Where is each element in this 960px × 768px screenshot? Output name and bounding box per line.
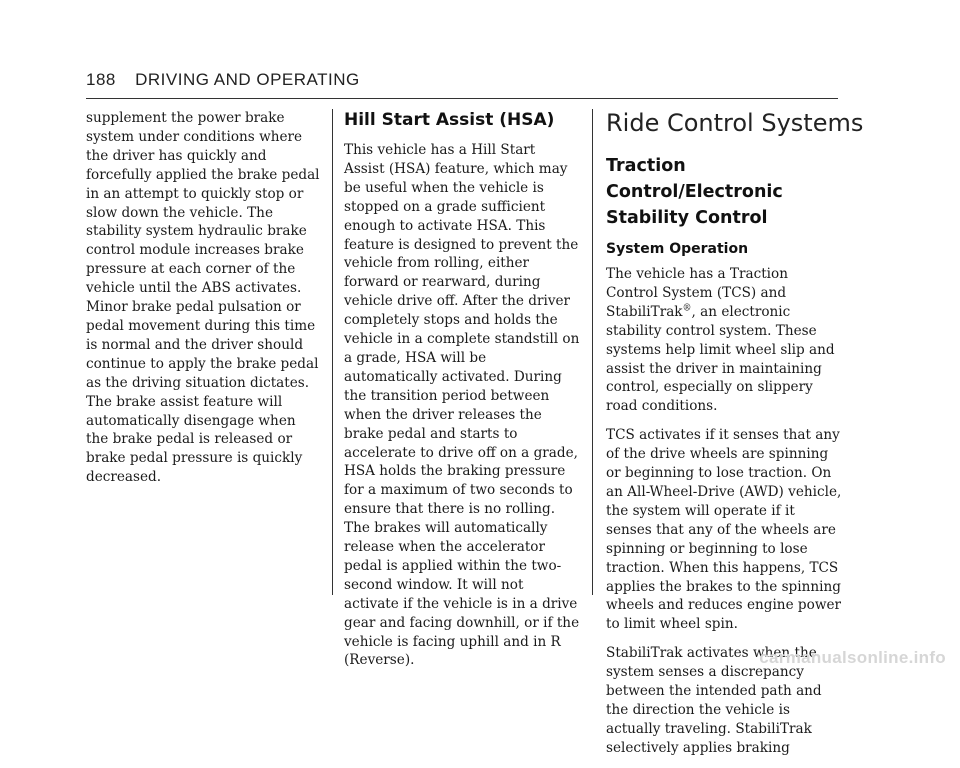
- tcs-intro-paragraph: [606, 265, 842, 416]
- column-left: [86, 109, 322, 497]
- page-header: [86, 70, 360, 90]
- column-divider-2: [592, 109, 593, 595]
- registered-mark: ®: [682, 303, 692, 314]
- tcs-intro-text-cont: , an electronic stability control system. These systems help limit wheel slip and assist the driver in maintaining control, especially on slippery road conditions.: [606, 303, 835, 415]
- tcs-intro-text: The vehicle has a Traction Control System (TCS) and StabiliTrak: [606, 266, 788, 320]
- section-title: Ride Control Systems: [606, 109, 864, 137]
- column-middle: [344, 109, 580, 680]
- subsection-title: Traction Control/Electronic Stability Control: [606, 156, 783, 228]
- hsa-paragraph: This vehicle has a Hill Start Assist (HSA) feature, which may be useful when the vehicle is stopped on a grade sufficient enough to activate HSA. This feature is designed to prevent the vehicle from rolling, either forward or rearward, during vehicle drive off. After the driver completely stops and holds the vehicle in a complete standstill on a grade, HSA will be automatically activated. During the transition period between when the driver releases the brake pedal and starts to accelerate to drive off on a grade, HSA holds the braking pressure for a maximum of two seconds to ensure that there is no rolling. The brakes will automatically release when the accelerator pedal is applied within the two-second window. It will not activate if the vehicle is in a drive gear and facing downhill, or if the vehicle is facing uphill and in R (Reverse).: [344, 142, 580, 669]
- system-operation-heading: System Operation: [606, 241, 749, 257]
- column-divider-1: [332, 109, 333, 595]
- tcs-activation-paragraph: TCS activates if it senses that any of the drive wheels are spinning or beginning to lose traction. On an All-Wheel-Drive (AWD) vehicle, the system will operate if it senses that any of the wheels are spinning or beginning to lose traction. When this happens, TCS applies the brakes to the spinning wheels and reduces engine power to limit wheel spin.: [606, 427, 842, 633]
- header-divider: [86, 98, 838, 99]
- page-number: 188: [86, 70, 116, 89]
- brake-assist-paragraph: supplement the power brake system under conditions where the driver has quickly and forcefully applied the brake pedal in an attempt to quickly stop or slow down the vehicle. The stability system hydraulic brake control module increases brake pressure at each corner of the vehicle until the ABS activates. Minor brake pedal pulsation or pedal movement during this time is normal and the driver should continue to apply the brake pedal as the driving situation dictates. The brake assist feature will automatically disengage when the brake pedal is released or brake pedal pressure is quickly decreased.: [86, 110, 320, 486]
- hsa-heading: Hill Start Assist (HSA): [344, 110, 555, 130]
- chapter-name: DRIVING AND OPERATING: [135, 70, 360, 89]
- watermark-logo: carmanualsonline.info: [759, 648, 946, 667]
- stabilitrak-paragraph: StabiliTrak activates when the system senses a discrepancy between the intended path and the direction the vehicle is actually traveling. StabiliTrak selectively applies braking: [606, 645, 822, 756]
